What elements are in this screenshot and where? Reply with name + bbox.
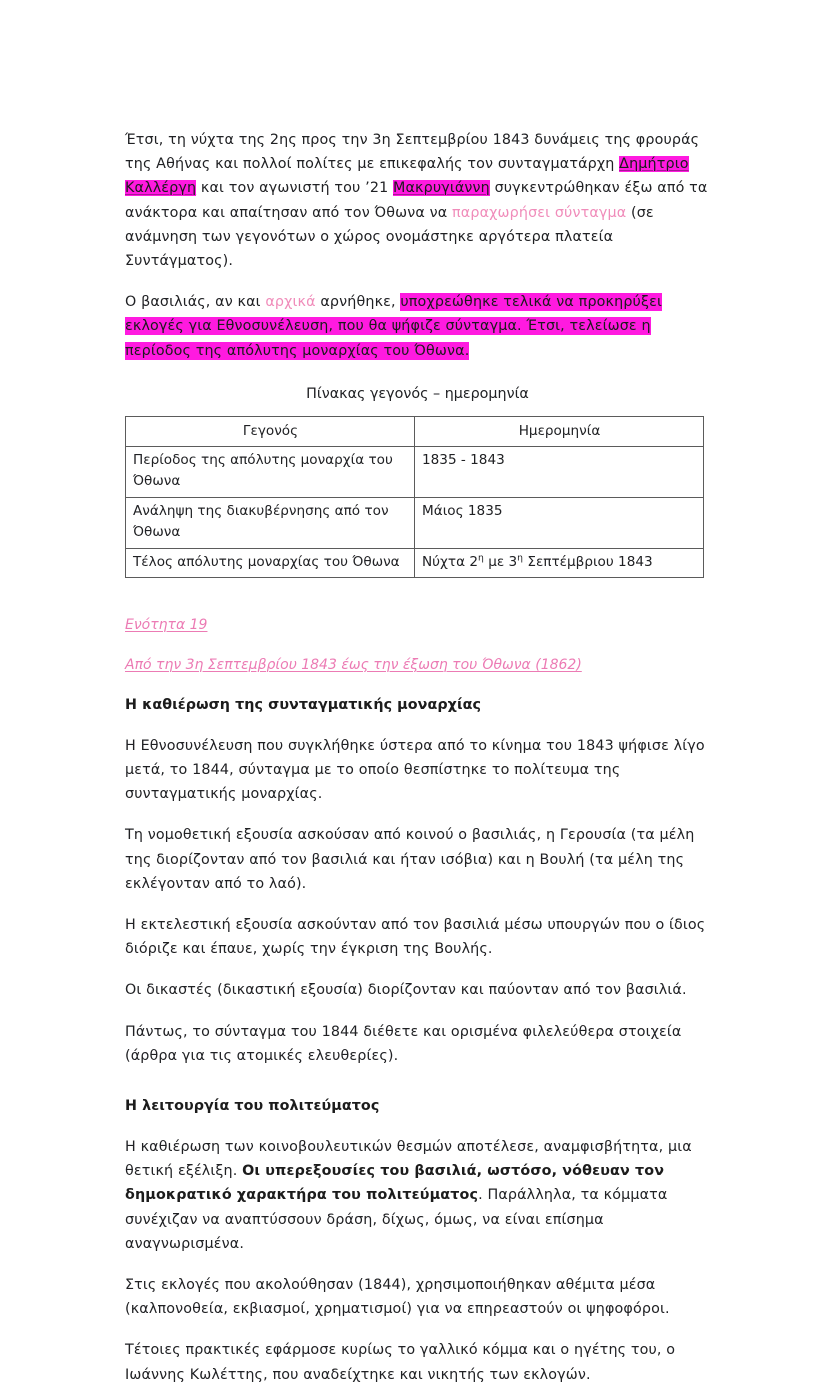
table-caption: Πίνακας γεγονός – ημερομηνία	[306, 385, 529, 402]
body-paragraph-2: Τη νομοθετική εξουσία ασκούσαν από κοινού ο βασιλιάς, η Γερουσία (τα μέλη της διορίζονταν από τον βασιλιά και ήταν ισόβια) και η Βουλή (τα μέλη της εκλέγονταν από το λαό).	[125, 827, 695, 892]
body-paragraph-3: Η εκτελεστική εξουσία ασκούνταν από τον βασιλιά μέσω υπουργών που ο ίδιος διόριζε και έπαυε, χωρίς την έγκριση της Βουλής.	[125, 917, 706, 958]
table-header-row	[126, 416, 704, 446]
body-paragraph-5: Πάντως, το σύνταγμα του 1844 διέθετε και ορισμένα φιλελεύθερα στοιχεία (άρθρα για τις ατομικές ελευθερίες).	[125, 1023, 682, 1064]
paragraph-king-text-1: Ο βασιλιάς, αν και	[125, 294, 266, 311]
date-suffix: Σεπτέμβριου 1843	[523, 553, 653, 570]
highlight-dimitrio-kallergi: Δημήτριο Καλλέργη	[125, 156, 689, 197]
events-dates-table	[125, 416, 704, 578]
body-paragraph-6-text-2: . Παράλληλα, τα κόμματα συνέχιζαν να αναπτύσσουν δράση, δίχως, όμως, να είναι επίσημα αναγνωρισμένα.	[125, 1187, 668, 1252]
heading-system-function: Η λειτουργία του πολιτεύματος	[125, 1098, 380, 1115]
paragraph-king-response	[125, 290, 710, 363]
paragraph-uprising	[125, 128, 710, 273]
table-cell-date	[415, 548, 704, 577]
pink-text-initially: αρχικά	[265, 294, 316, 311]
table-cell-date: 1835 - 1843	[415, 446, 704, 497]
paragraph-uprising-text-1: Έτσι, τη νύχτα της 2ης προς την 3η Σεπτεμβρίου 1843 δυνάμεις της φρουράς της Αθήνας και πολλοί πολίτες με επικεφαλής τον συνταγματάρχη	[125, 132, 700, 173]
date-mid: με 3	[483, 553, 518, 570]
heading-constitutional-monarchy: Η καθιέρωση της συνταγματικής μοναρχίας	[125, 696, 482, 713]
date-ordinal-1: η	[478, 552, 484, 564]
section-unit-label: Ενότητα 19	[125, 616, 208, 633]
highlight-makrygianni: Μακρυγιάννη	[393, 180, 490, 197]
highlight-elections-block: υποχρεώθηκε τελικά να προκηρύξει εκλογές για Εθνοσυνέλευση, που θα ψήφιζε σύνταγμα. Έτσι, τελείωσε η περίοδος της απόλυτης μοναρχίας του Όθωνα.	[125, 294, 662, 359]
body-paragraph-6-bold: Οι υπερεξουσίες του βασιλιά, ωστόσο, νόθευαν τον δημοκρατικό χαρακτήρα του πολιτεύματος	[125, 1163, 665, 1204]
body-paragraph-6-text-1: Η καθιέρωση των κοινοβουλευτικών θεσμών αποτέλεσε, αναμφισβήτητα, μια θετική εξέλιξη.	[125, 1139, 692, 1180]
paragraph-uprising-text-4: (σε ανάμνηση των γεγονότων ο χώρος ονομάστηκε αργότερα πλατεία Συντάγματος).	[125, 204, 654, 270]
body-paragraph-1: Η Εθνοσυνέλευση που συγκλήθηκε ύστερα από το κίνημα του 1843 ψήφισε λίγο μετά, το 1844, σύνταγμα με το οποίο θεσπίστηκε το πολίτευμα της συνταγματικής μοναρχίας.	[125, 737, 705, 803]
paragraph-king-text-2: αρνήθηκε,	[315, 294, 401, 311]
date-ordinal-2: η	[517, 552, 524, 564]
table-row	[126, 497, 704, 548]
table-row	[126, 446, 704, 497]
table-row	[126, 548, 704, 577]
table-cell-event: Τέλος απόλυτης μοναρχίας του Όθωνα	[126, 548, 415, 577]
table-header-date: Ημερομηνία	[415, 416, 704, 446]
body-paragraph-8: Τέτοιες πρακτικές εφάρμοσε κυρίως το γαλλικό κόμμα και ο ηγέτης του, ο Ιωάννης Κωλέττης, που αναδείχτηκε και νικητής των εκλογών.	[125, 1342, 676, 1383]
table-cell-date: Μάιος 1835	[415, 497, 704, 548]
body-paragraph-6	[125, 1135, 710, 1256]
paragraph-uprising-text-3: συγκεντρώθηκαν έξω από τα ανάκτορα και απαίτησαν από τον Όθωνα να	[125, 180, 708, 221]
table-cell-event: Ανάληψη της διακυβέρνησης από τον Όθωνα	[126, 497, 415, 548]
date-prefix: Νύχτα 2	[422, 553, 479, 570]
table-header-event: Γεγονός	[126, 416, 415, 446]
section-unit-subtitle: Από την 3η Σεπτεμβρίου 1843 έως την έξωση του Όθωνα (1862)	[125, 656, 582, 673]
paragraph-uprising-text-2: και τον αγωνιστή του ’21	[196, 180, 393, 197]
table-cell-event: Περίοδος της απόλυτης μοναρχία του Όθωνα	[126, 446, 415, 497]
body-paragraph-7: Στις εκλογές που ακολούθησαν (1844), χρησιμοποιήθηκαν αθέμιτα μέσα (καλπονοθεία, εκβιασμοί, χρηματισμοί) για να επηρεαστούν οι ψηφοφόροι.	[125, 1277, 670, 1318]
body-paragraph-4: Οι δικαστές (δικαστική εξουσία) διορίζονταν και παύονταν από τον βασιλιά.	[125, 982, 687, 999]
pink-text-constitution-grant: παραχωρήσει σύνταγμα	[452, 204, 627, 221]
